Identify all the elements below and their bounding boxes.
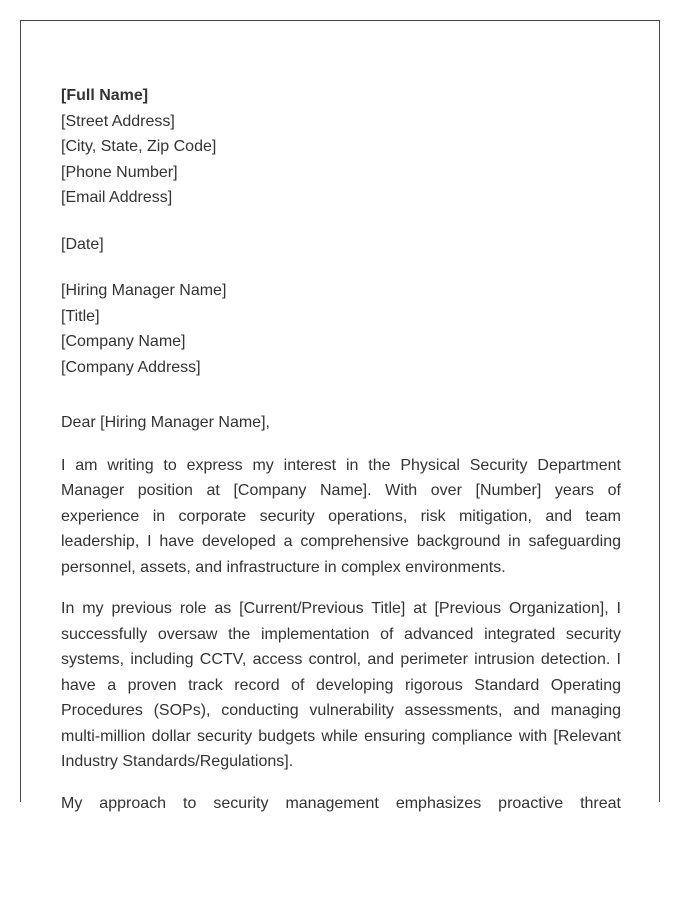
recipient-company: [Company Name] [61, 333, 186, 350]
sender-street: [Street Address] [61, 112, 175, 130]
letter-content [61, 83, 621, 832]
recipient-block [61, 278, 621, 380]
sender-block [61, 83, 621, 211]
recipient-title: [Title] [61, 307, 100, 325]
letter-date: [Date] [61, 235, 104, 253]
body-paragraph-2: In my previous role as [Current/Previous Title] at [Previous Organization], I successfully oversaw the implementation of advanced integrated security systems, including CCTV, access control, and perimeter intrusion detection. I have a proven track record of developing rigorous Standard Operating Procedures (SOPs), conducting vulnerability assessments, and managing multi-million dollar security budgets while ensuring compliance with [Relevant Industry Standards/Regulations]. [61, 600, 621, 770]
sender-full-name: [Full Name] [61, 87, 149, 104]
sender-email: [Email Address] [61, 189, 173, 206]
recipient-company-address: [Company Address] [61, 358, 201, 376]
sender-phone: [Phone Number] [61, 163, 178, 181]
sender-city: [City, State, Zip Code] [61, 138, 217, 155]
letter-page [20, 20, 660, 812]
salutation: Dear [Hiring Manager Name], [61, 414, 270, 431]
date-block [61, 232, 621, 258]
body-paragraph-3: My approach to security management emphasizes proactive threat [61, 794, 621, 812]
body-paragraph-1: I am writing to express my interest in the Physical Security Department Manager position at [Company Name]. With over [Number] years of experience in corporate security operations, risk mitigation, and team leadership, I have developed a comprehensive background in safeguarding personnel, assets, and infrastructure in complex environments. [61, 456, 621, 576]
recipient-manager-name: [Hiring Manager Name] [61, 282, 227, 299]
